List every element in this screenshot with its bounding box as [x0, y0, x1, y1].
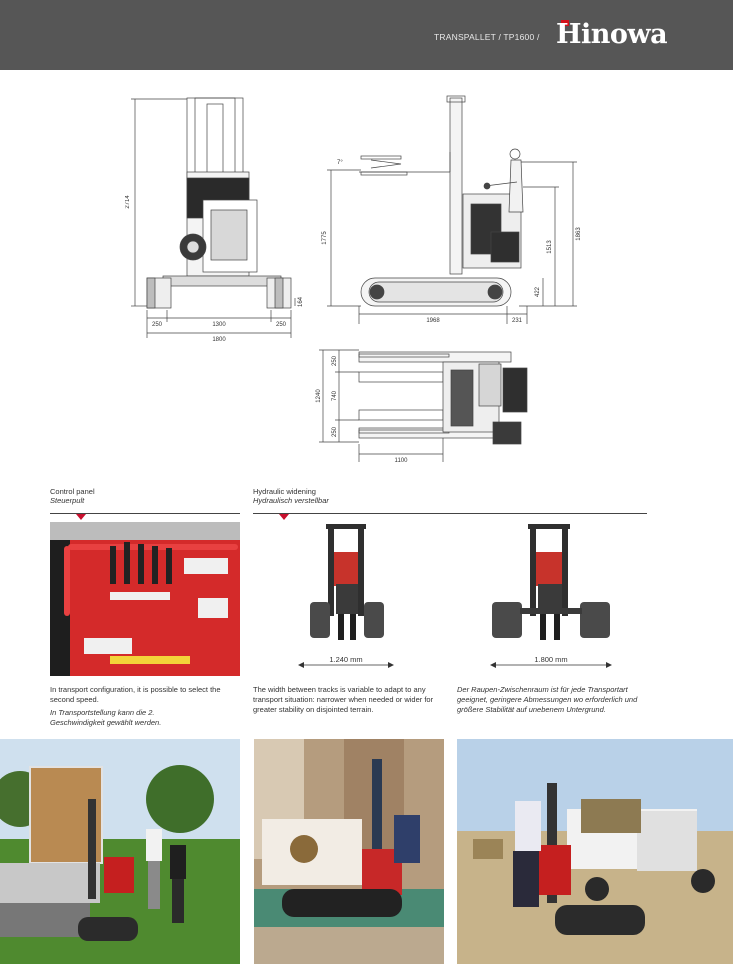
top-view	[319, 350, 527, 462]
hydraulic-title-en: Hydraulic widening	[253, 487, 316, 496]
dim-side-angle: 7°	[337, 160, 343, 166]
dim-top-250a: 250	[332, 355, 338, 367]
hydraulic-text-de: Der Raupen-Zwischenraum ist für jede Transportart geeignet, geringere Abmessungen wo erforderlich und größere Stabilität auf unebenem Untergrund.	[457, 685, 638, 714]
photo-church-transport	[254, 739, 444, 964]
dim-side-1513: 1513	[547, 240, 553, 254]
control-text-de: In Transportstellung kann die 2. Geschwindigkeit gewählt werden.	[50, 708, 162, 727]
control-title	[50, 487, 95, 505]
dim-side-422: 422	[535, 286, 541, 298]
dim-front-left: 250	[151, 322, 163, 328]
hydraulic-title	[253, 487, 329, 505]
brand-logo: Hinowa	[556, 19, 668, 50]
narrow-width-label: 1.240 mm	[318, 655, 374, 664]
dim-front-right: 250	[275, 322, 287, 328]
dim-side-1775: 1775	[322, 231, 328, 245]
narrow-track-illustration	[300, 522, 396, 644]
dim-front-height: 2714	[125, 195, 131, 209]
technical-drawing	[125, 92, 595, 472]
dim-top-1240: 1240	[316, 389, 322, 403]
dim-top-1100: 1100	[394, 458, 408, 464]
dim-front-mid: 1300	[212, 322, 226, 328]
dim-front-ground: 164	[298, 296, 304, 308]
dim-side-231: 231	[511, 318, 523, 324]
hydraulic-rule	[253, 513, 647, 514]
control-title-en: Control panel	[50, 487, 95, 496]
wide-track-illustration	[490, 522, 612, 644]
control-panel-photo	[50, 522, 240, 676]
control-text-en: In transport configuration, it is possible to select the second speed.	[50, 685, 221, 704]
hydraulic-text-en: The width between tracks is variable to adapt to any transport situation: narrower when needed or wider for greater stability on disjointed terrain.	[253, 685, 434, 714]
dim-top-740: 740	[332, 390, 338, 402]
control-title-de: Steuerpult	[50, 496, 85, 505]
photo-truck-field	[457, 739, 733, 964]
breadcrumb: TRANSPALLET / TP1600 /	[434, 32, 540, 42]
header-bar	[0, 0, 733, 70]
dim-side-length: 1968	[426, 318, 440, 324]
hydraulic-marker	[279, 514, 289, 520]
control-marker	[76, 514, 86, 520]
wide-width-label: 1.800 mm	[523, 655, 579, 664]
dim-side-1863: 1863	[576, 227, 582, 241]
dim-top-250b: 250	[332, 426, 338, 438]
hydraulic-title-de: Hydraulisch verstellbar	[253, 496, 329, 505]
dim-front-total: 1800	[212, 337, 226, 343]
front-view	[131, 98, 295, 338]
photo-firewood-loading	[0, 739, 240, 964]
